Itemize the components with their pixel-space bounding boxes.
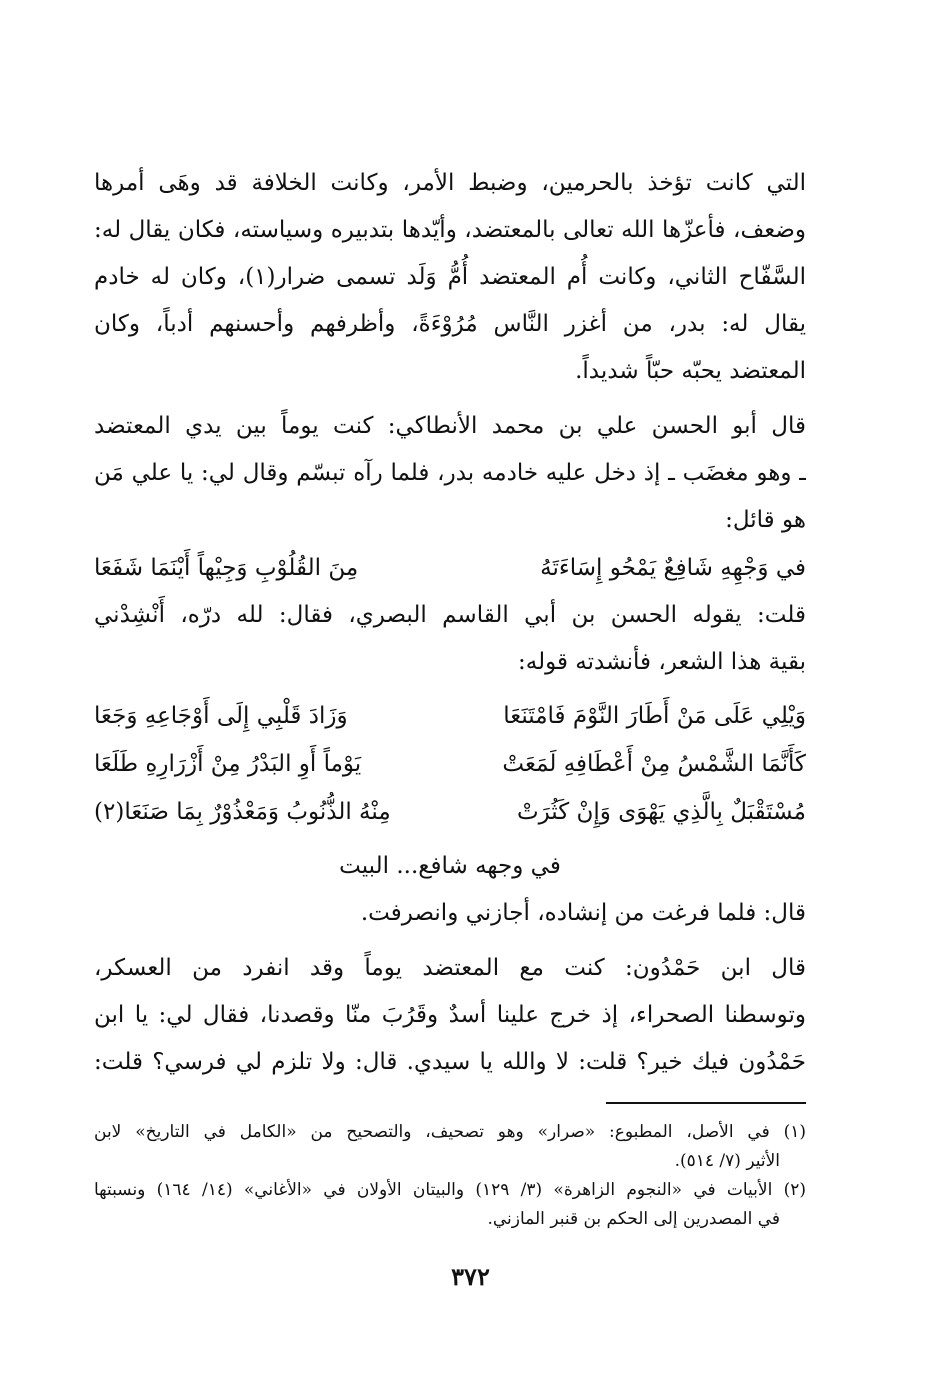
text-line: وتوسطنا الصحراء، إذ خرج علينا أسدٌ وقَرُبَ منّا وقصدنا، فقال لي: يا ابن [94,1002,806,1028]
page-number: ٣٧٢ [451,1262,490,1291]
text-line: ـ وهو مغضَب ـ إذ دخل عليه خادمه بدر، فلما رآه تبسّم وقال لي: يا علي مَن [94,460,806,486]
text-line: التي كانت تؤخذ بالحرمين، وضبط الأمر، وكانت الخلافة قد وهَى أمرها [94,170,806,196]
poem-verse [94,692,806,740]
poem-verse [94,740,806,788]
poem-verse [94,544,806,592]
text-line: قلت: يقوله الحسن بن أبي القاسم البصري، فقال: لله درّه، أَنْشِدْني [94,602,806,628]
footnote-line: (٢) الأبيات في «النجوم الزاهرة» (٣/ ١٢٩) والبيتان الأولان في «الأغاني» (١٤/ ١٦٤) ونسبتها [94,1180,806,1200]
text-line: قال أبو الحسن علي بن محمد الأنطاكي: كنت يوماً بين يدي المعتضد [94,413,806,439]
paragraph-1 [94,160,806,395]
verse-reference: في وجهه شافع... البيت [339,853,561,879]
text-line: قال: فلما فرغت من إنشاده، أجازني وانصرفت. [360,900,806,926]
verse-second-hemistich: مِنْهُ الذُّنُوبُ وَمَعْذُوْرٌ بِمَا صَنَعَا(٢) [94,799,391,825]
verse-second-hemistich: مِنَ القُلُوْبِ وَجِيْهاً أَيْنَمَا شَفَعَا [94,555,359,581]
poem-verse [94,788,806,836]
footnote-line: (١) في الأصل، المطبوع: «صرار» وهو تصحيف، والتصحيح من «الكامل في التاريخ» لابن [94,1122,806,1142]
text-line: السَّفّاح الثاني، وكانت أُم المعتضد أُمُّ وَلَد تسمى ضرار(١)، وكان له خادم [94,264,806,290]
paragraph-3 [94,592,806,686]
text-line: المعتضد يحبّه حبّاً شديداً. [575,358,806,384]
verse-first-hemistich: في وَجْهِهِ شَافِعٌ يَمْحُو إِسَاءَتَهُ [540,555,806,581]
footnote-line: الأثير (٧/ ٥١٤). [674,1151,780,1171]
verse-second-hemistich: يَوْماً أَوِ البَدْرُ مِنْ أَزْرَارِهِ طَلَعَا [94,751,362,777]
verse-first-hemistich: وَيْلِي عَلَى مَنْ أَطَارَ النَّوْمَ فَامْتَنَعَا [503,703,806,729]
paragraph-4 [94,890,806,937]
verse-second-hemistich: وَزَادَ قَلْبِي إِلَى أَوْجَاعِهِ وَجَعَا [94,703,348,729]
text-line: يقال له: بدر، من أغزر النَّاس مُرُوْءَةً، وأظرفهم وأحسنهم أدباً، وكان [94,311,806,337]
text-line: بقية هذا الشعر، فأنشدته قوله: [518,649,806,675]
footnote-1 [94,1118,806,1176]
poem-block [94,692,806,836]
text-line: هو قائل: [725,507,806,533]
footnote-line: في المصدرين إلى الحكم بن قنبر المازني. [487,1209,780,1229]
paragraph-2 [94,403,806,544]
main-text [94,160,806,1086]
text-line: وضعف، فأعزّها الله تعالى بالمعتضد، وأيّدها بتدبيره وسياسته، فكان يقال له: [94,217,806,243]
verse-first-hemistich: مُسْتَقْبَلٌ بِالَّذِي يَهْوَى وَإِنْ كَثُرَتْ [516,799,806,825]
text-line: حَمْدُون فيك خير؟ قلت: لا والله يا سيدي. قال: ولا تلزم لي فرسي؟ قلت: [94,1049,806,1075]
footnote-divider [606,1102,806,1104]
text-line: قال ابن حَمْدُون: كنت مع المعتضد يوماً وقد انفرد من العسكر، [94,955,806,981]
verse-first-hemistich: كَأَنَّمَا الشَّمْسُ مِنْ أَعْطَافِهِ لَمَعَتْ [502,751,806,777]
footnote-2 [94,1176,806,1234]
footnotes [94,1118,806,1234]
paragraph-5 [94,945,806,1086]
